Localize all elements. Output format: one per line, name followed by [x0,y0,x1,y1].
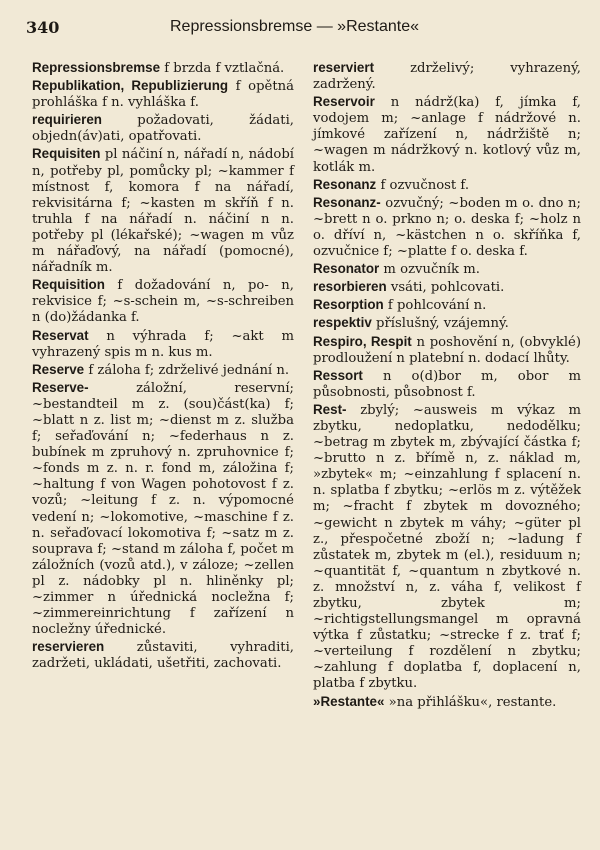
entry-definition: »na přihlášku«, restante. [384,694,557,710]
entry-definition: vsáti, pohlcovati. [386,280,505,296]
dictionary-entry [313,60,581,93]
dictionary-entry [313,368,581,401]
entry-headword: Rest- [313,401,347,417]
entry-definition: n poshovění n, (obvyklé) prodloužení n platební n. dodací lhůty. [313,334,581,366]
page-header [0,16,600,42]
entry-headword: Requisiten [32,146,101,162]
entry-headword: Ressort [313,367,363,383]
dictionary-entry [313,177,581,194]
right-column [313,60,581,712]
dictionary-entry [32,380,294,639]
entry-headword: respektiv [313,315,372,331]
dictionary-entry [32,639,294,672]
dictionary-entry [32,112,294,145]
dictionary-entry [32,60,294,77]
running-head: Repressionsbremse — »Restante« [170,18,420,35]
dictionary-entry [313,261,581,278]
dictionary-entry [313,279,581,296]
entry-headword: reserviert [313,60,375,75]
entry-definition: f pohlcování n. [383,298,487,314]
dictionary-entry [313,402,581,693]
entry-definition: příslušný, vzájemný. [371,316,509,332]
entry-definition: požadovati, žádati, objedn(áv)ati, opatřovati. [32,113,294,145]
entry-headword: requirieren [32,112,102,128]
entry-definition: f dožadování n, po- n, rekvisice f; ~s-schein m, ~s-schreiben n (do)žádanka f. [32,278,294,326]
dictionary-entry [32,328,294,361]
entry-definition: ozvučný; ~boden m o. dno n; ~brett n o. prkno n; o. deska f; ~holz n o. dříví n, ~kästchen n o. skříňka f, ozvučnice f; ~platte f o. deska f. [313,195,581,260]
entry-headword: Resorption [313,297,384,313]
dictionary-entry [313,297,581,314]
dictionary-entry [313,694,581,711]
entry-headword: Reserve- [32,379,89,395]
dictionary-entry [32,277,294,326]
entry-definition: zůstaviti, vyhraditi, zadržeti, ukládati, ušetřiti, zachovati. [32,640,294,672]
entry-definition: m ozvučník m. [379,262,480,278]
entry-definition: zdrželivý; vyhrazený, zadržený. [313,61,581,93]
dictionary-entry [32,78,294,111]
entry-definition: pl náčiní n, nářadí n, nádobí n, potřeby pl, pomůcky pl; ~kammer f místnost f, komora f na nářadí, rekvisitárna f; ~kasten m skříň f n. truhla f na nářadí n. náčiní n n. potřeby pl (lékařské); ~wagen m vůz m nářaďový, na nářadí (pomocné), nářadník m. [32,147,294,276]
entry-definition: f opětná prohláška f n. vyhláška f. [32,79,295,111]
entry-headword: »Restante« [313,693,385,709]
entry-headword: reservieren [32,639,105,655]
left-column [32,60,294,673]
dictionary-entry [32,146,294,276]
dictionary-entry [313,334,581,367]
page-number: 340 [26,18,60,37]
dictionary-entry [313,94,581,175]
entry-headword: Resonanz- [313,194,381,210]
entry-definition: f ozvučnost f. [376,177,470,193]
entry-headword: Resonator [313,261,380,277]
entry-headword: Reservat [32,327,89,343]
entry-headword: Reserve [32,361,85,377]
dictionary-entry [32,362,294,379]
entry-definition: f záloha f; zdrželivé jednání n. [84,362,290,378]
entry-headword: Reservoir [313,94,375,110]
entry-definition: n o(d)bor m, obor m působnosti, působnost f. [313,368,581,400]
entry-headword: Respiro, Respit [313,333,412,349]
entry-definition: n výhrada f; ~akt m vyhrazený spis m n. kus m. [32,328,294,360]
entry-definition: f brzda f vztlačná. [160,61,285,76]
entry-headword: Requisition [32,277,105,293]
entry-headword: resorbieren [313,279,387,295]
entry-definition: n nádrž(ka) f, jímka f, vodojem m; ~anlage f nádržové n. jímkové zařízení n, nádržiště n; ~wagen m nádržkový n. kotlový vůz m, kotlák m. [313,95,581,175]
entry-headword: Repressionsbremse [32,60,161,75]
entry-headword: Republikation, Republizierung [32,78,229,94]
entry-headword: Resonanz [313,176,377,192]
dictionary-entry [313,315,581,332]
entry-definition: zbylý; ~ausweis m výkaz m zbytku, nedoplatku, nedodělku; ~betrag m zbytek m, zbývající částka f; ~brutto n z. břímě n, z. náklad m, »zbytek« m; ~einzahlung f splacení n. n. splatba f zbytku; ~erlös m z. výtěžek m; ~fracht f zbytek m dovozného; ~gewicht n zbytek m váhy; ~güter pl z., přespočetné zboží n; ~ladung f zůstatek m, zbytek m (el.), residuum n; ~quantität f, ~quantum n zbytkové n. z. množství n, z. váha f, velikost f zbytku, zbytek m; ~richtigstellungsmangel m opravná výtka f zůstatku; ~strecke f z. trať f; ~verteilung f rozdělení n zbytku; ~zahlung f doplatba f, doplacení n, platba f zbytku. [313,402,581,692]
entry-definition: záložní, reservní; ~bestandteil m z. (sou)část(ka) f; ~blatt n z. list m; ~dienst m z. služba f; seřaďování n; ~federhaus n z. bubínek m zpruhový n. zpruhovnice f; ~fonds m z. n. r. fond m, záložina f; ~haltung f von Wagen pohotovost f z. vozů; ~leitung f z. n. výpomocné vedení n; ~lokomotive, ~maschine f z. n. seřaďovací lokomotiva f; ~satz m z. souprava f; ~stand m záloha f, počet m záložních (vozů atd.), v záloze; ~zellen pl z. nádobky pl n. hliněnky pl; ~zimmer n úřednická nocležna f; ~zimmereinrichtung f zařízení n nocležny úřednické. [32,380,294,638]
dictionary-entry [313,195,581,260]
